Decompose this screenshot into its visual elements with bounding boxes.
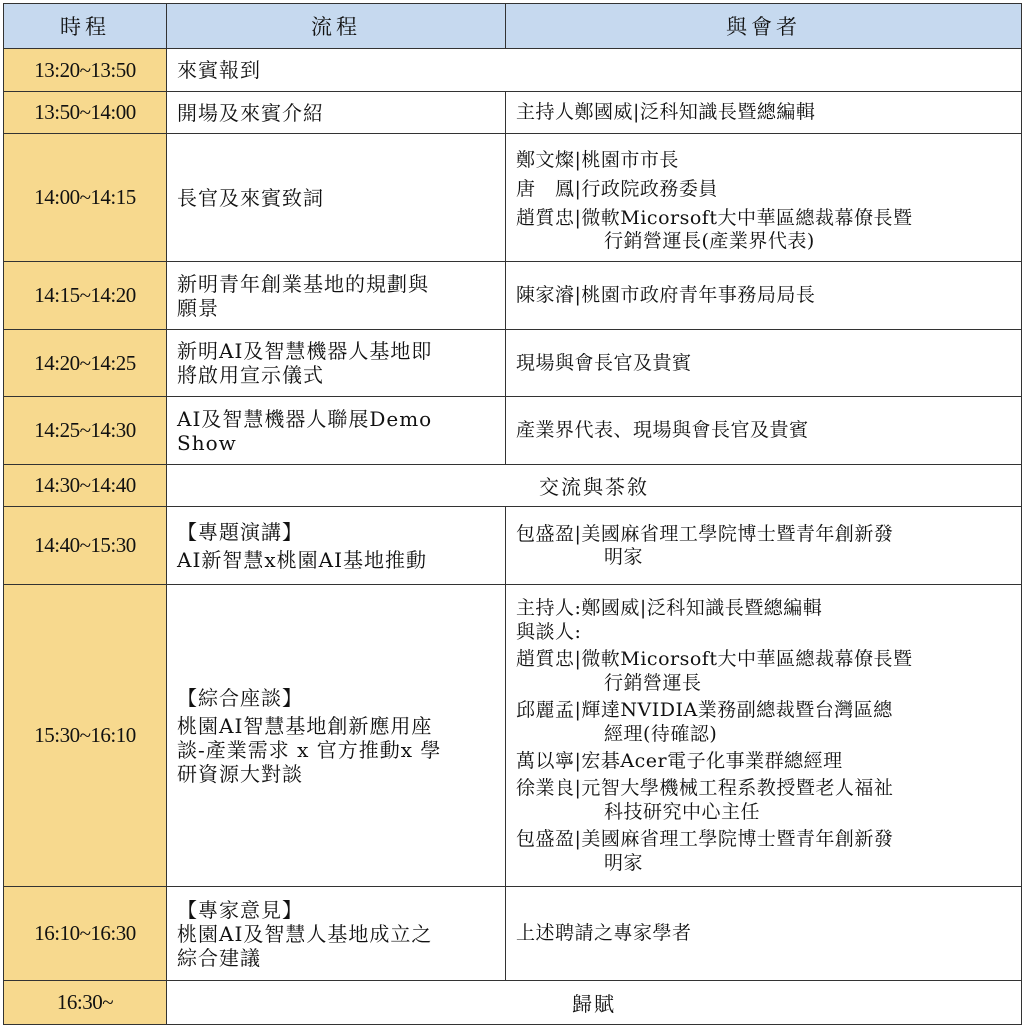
table-row <box>4 397 1022 465</box>
time-cell: 13:50~14:00 <box>4 92 167 134</box>
closing-cell: 歸賦 <box>167 981 1022 1025</box>
time-cell: 14:40~15:30 <box>4 507 167 585</box>
table-row <box>4 262 1022 330</box>
process-cell: 長官及來賓致詞 <box>167 134 506 262</box>
participant-line: 包盛盈|美國麻省理工學院博士暨青年創新發 <box>516 827 894 850</box>
participants-cell <box>506 585 1022 887</box>
participant-line: 現場與會長官及貴賓 <box>516 351 692 374</box>
table-row <box>4 92 1022 134</box>
participant-line: 鄭文燦|桃園市市長 <box>516 148 679 171</box>
participant-line: 趙質忠|微軟Micorsoft大中華區總裁幕僚長暨 <box>516 647 913 670</box>
participant-line: 明家 <box>604 545 644 568</box>
participant-line: 主持人:鄭國威|泛科知識長暨總編輯 <box>516 596 823 619</box>
process-line: 願景 <box>177 295 219 320</box>
table-row <box>4 585 1022 887</box>
participant-line: 徐業良|元智大學機械工程系教授暨老人福祉 <box>516 776 894 799</box>
header-row <box>4 4 1022 49</box>
participant-line: 科技研究中心主任 <box>604 800 761 823</box>
time-cell: 14:25~14:30 <box>4 397 167 465</box>
process-cell <box>167 262 506 330</box>
process-line: 桃園AI智慧基地創新應用座 <box>177 713 433 738</box>
participants-cell <box>506 397 1022 465</box>
participants-cell <box>506 887 1022 981</box>
participant-line: 主持人鄭國威|泛科知識長暨總編輯 <box>516 101 816 123</box>
participants-cell <box>506 507 1022 585</box>
process-cell <box>167 397 506 465</box>
participant-line: 陳家濬|桃園市政府青年事務局局長 <box>516 284 816 306</box>
time-cell: 14:20~14:25 <box>4 330 167 397</box>
process-cell: 來賓報到 <box>167 49 1022 92</box>
process-line: 談-產業需求 x 官方推動x 學 <box>177 737 442 762</box>
process-line: 綜合建議 <box>177 945 261 970</box>
process-line: 新明青年創業基地的規劃與 <box>177 271 429 296</box>
time-cell: 13:20~13:50 <box>4 49 167 92</box>
participant-line: 萬以寧|宏碁Acer電子化事業群總經理 <box>516 749 843 772</box>
process-line: 新明AI及智慧機器人基地即 <box>177 339 433 363</box>
process-line: 【專家意見】 <box>177 897 303 922</box>
participant-line: 與談人: <box>516 620 582 643</box>
time-cell: 14:00~14:15 <box>4 134 167 262</box>
participant-line: 唐 鳳|行政院政務委員 <box>516 177 718 200</box>
time-cell: 14:15~14:20 <box>4 262 167 330</box>
process-line: 【專題演講】 <box>177 519 303 544</box>
participants-cell <box>506 262 1022 330</box>
process-line: 桃園AI及智慧人基地成立之 <box>177 921 433 946</box>
time-cell: 14:30~14:40 <box>4 465 167 507</box>
participants-cell <box>506 134 1022 262</box>
table-row <box>4 507 1022 585</box>
time-cell: 16:10~16:30 <box>4 887 167 981</box>
process-cell <box>167 887 506 981</box>
participants-cell <box>506 330 1022 397</box>
participant-line: 行銷營運長(產業界代表) <box>604 229 815 252</box>
table-row <box>4 134 1022 262</box>
process-line: 研資源大對談 <box>177 761 303 786</box>
process-cell <box>167 507 506 585</box>
process-cell <box>167 330 506 397</box>
participant-line: 明家 <box>604 851 644 874</box>
process-line: 【綜合座談】 <box>177 685 303 710</box>
header-process: 流程 <box>167 4 506 49</box>
participant-line: 趙質忠|微軟Micorsoft大中華區總裁幕僚長暨 <box>516 206 913 229</box>
process-cell: 開場及來賓介紹 <box>167 92 506 134</box>
participant-line: 經理(待確認) <box>604 722 718 745</box>
process-line: AI及智慧機器人聯展Demo <box>177 406 433 431</box>
time-cell: 16:30~ <box>4 981 167 1025</box>
table-row <box>4 330 1022 397</box>
process-line: 將啟用宣示儀式 <box>177 363 324 387</box>
break-cell: 交流與茶敘 <box>167 465 1022 507</box>
process-cell <box>167 585 506 887</box>
table-row <box>4 49 1022 92</box>
participant-line: 產業界代表、現場與會長官及貴賓 <box>516 419 809 441</box>
participants-cell <box>506 92 1022 134</box>
process-line: Show <box>177 430 237 455</box>
header-time: 時程 <box>4 4 167 49</box>
agenda-table <box>3 3 1022 1025</box>
participant-line: 包盛盈|美國麻省理工學院博士暨青年創新發 <box>516 522 894 545</box>
participant-line: 上述聘請之專家學者 <box>516 922 692 944</box>
table-row <box>4 981 1022 1025</box>
participant-line: 邱麗孟|輝達NVIDIA業務副總裁暨台灣區總 <box>516 698 893 721</box>
table-row <box>4 465 1022 507</box>
process-line: AI新智慧x桃園AI基地推動 <box>177 547 427 572</box>
time-cell: 15:30~16:10 <box>4 585 167 887</box>
table-row <box>4 887 1022 981</box>
header-participants: 與會者 <box>506 4 1022 49</box>
participant-line: 行銷營運長 <box>604 671 702 694</box>
